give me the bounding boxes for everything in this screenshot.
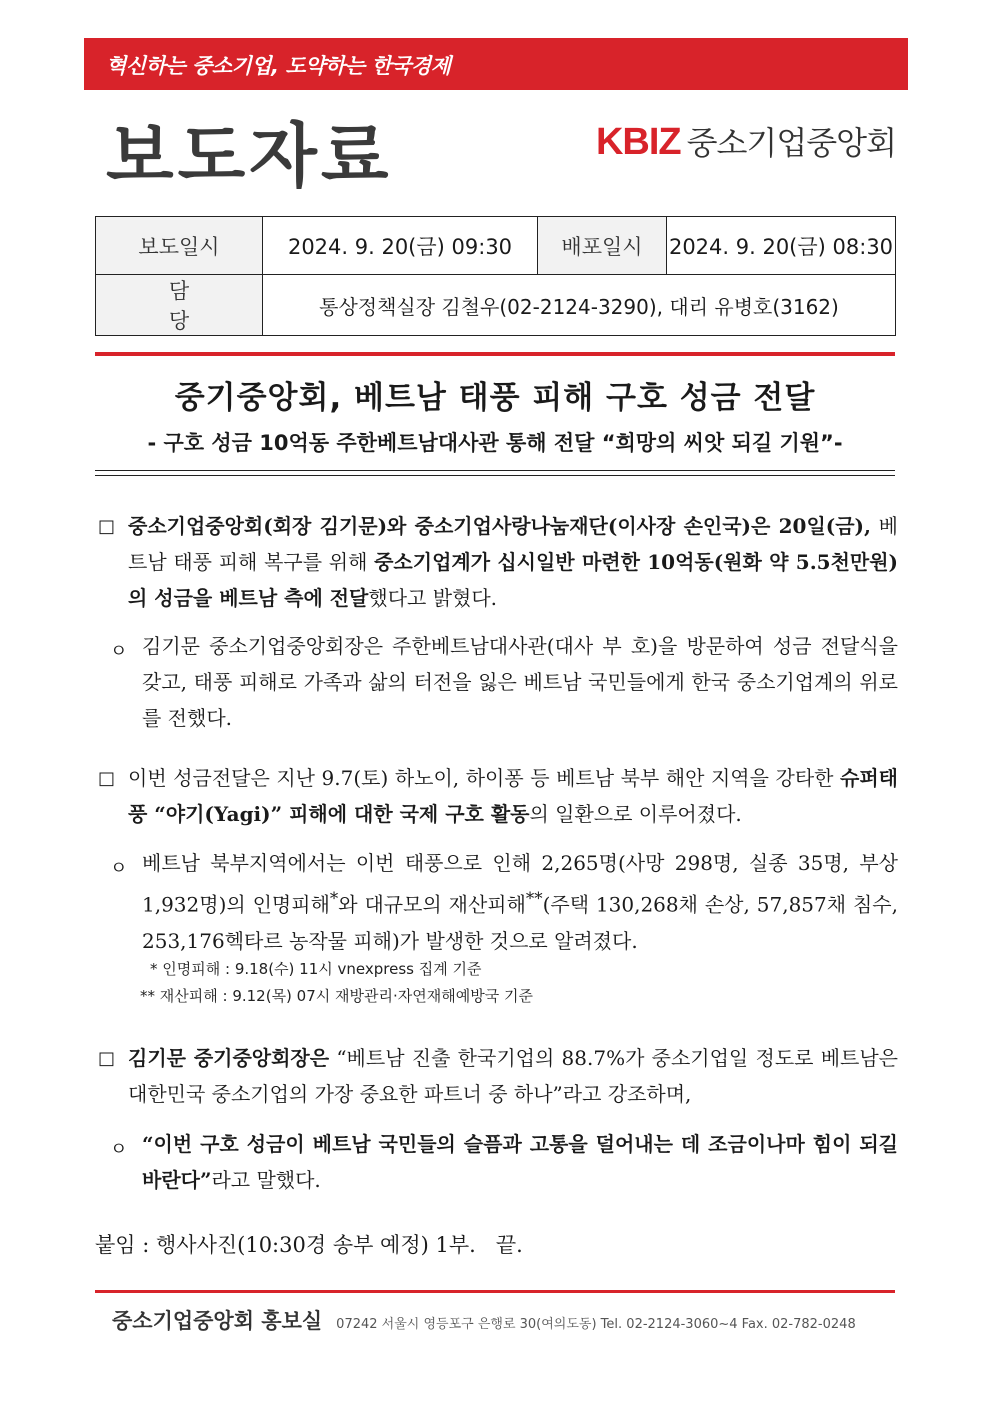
release-info-table (95, 216, 896, 336)
footer-org: 중소기업중앙회 홍보실 (112, 1309, 323, 1333)
footnote-mark-2: ** (525, 889, 543, 908)
contact-value: 통상정책실장 김철우(02-2124-3290), 대리 유병호(3162) (263, 275, 896, 336)
slogan-text: 혁신하는 중소기업, 도약하는 한국경제 (106, 54, 451, 78)
subheadline: - 구호 성금 10억동 주한베트남대사관 통해 전달 “희망의 씨앗 되길 기원”- (147, 431, 843, 455)
p3-lead: 이번 성금전달은 지난 9.7(토) 하노이, 하이퐁 등 베트남 북부 해안 지역을 강타한 (128, 766, 841, 790)
p4-b: 와 대규모의 재산피해 (338, 892, 526, 917)
p3-tail: 의 일환으로 이루어졌다. (529, 802, 742, 826)
logo-text: 중소기업중앙회 (686, 124, 896, 162)
press-release-title: 보도자료 (106, 115, 393, 197)
p6-tail: 라고 말했다. (211, 1168, 321, 1192)
circle-bullet: ㅇ (110, 858, 128, 879)
p4-c: (주택 130,268채 손상, 57,857채 침수, 253,176헥타르 농작물 피해)가 발생한 것으로 알려졌다. (142, 892, 898, 953)
header-divider (95, 352, 895, 356)
paragraph-4 (142, 845, 898, 959)
p5-bold: 김기문 중기중앙회장은 (128, 1046, 330, 1070)
footnote-mark-1: * (329, 889, 339, 908)
footnote-1: * 인명피해 : 9.18(수) 11시 vnexpress 집계 기준 (150, 960, 482, 978)
release-date-value: 2024. 9. 20(금) 09:30 (263, 217, 538, 275)
contact-label: 담당 (96, 275, 263, 336)
p4-a: 베트남 북부지역에서는 이번 태풍으로 인해 2,265명(사망 298명, 실종 35명, 부상 1,932명)의 인명피해 (142, 851, 898, 917)
paragraph-6 (142, 1126, 898, 1198)
p5-tail: “베트남 진출 한국기업의 88.7%가 중소기업일 정도로 베트남은 대한민국 중소기업의 가장 중요한 파트너 중 하나”라고 강조하며, (128, 1046, 899, 1106)
square-bullet: □ (98, 516, 116, 537)
kbiz-logo (596, 118, 896, 164)
circle-bullet: ㅇ (110, 641, 128, 662)
paragraph-2: 김기문 중소기업중앙회장은 주한베트남대사관(대사 부 호)을 방문하여 성금 전달식을 갖고, 태풍 피해로 가족과 삶의 터전을 잃은 베트남 국민들에게 한국 중소기업계의 위로를 전했다. (142, 634, 898, 730)
footer-address: 07242 서울시 영등포구 은행로 30(여의도동) Tel. 02-2124-3060~4 Fax. 02-782-0248 (336, 1317, 856, 1332)
circle-bullet: ㅇ (110, 1139, 128, 1160)
release-date-label: 보도일시 (96, 217, 263, 275)
distribution-date-label: 배포일시 (538, 217, 667, 275)
attachment-note: 붙임 : 행사사진(10:30경 송부 예정) 1부. 끝. (95, 1233, 523, 1257)
p1-bold: 중소기업계가 십시일반 마련한 10억동(원화 약 5.5천만원)의 성금을 베트남 측에 전달 (128, 550, 898, 610)
headline-divider (95, 470, 895, 476)
p3-bold: 슈퍼태풍 “야기(Yagi)” 피해에 대한 국제 구호 활동 (128, 766, 898, 826)
footer (112, 1305, 856, 1335)
p1-tail: 했다고 밝혔다. (368, 586, 498, 610)
p1-lead: 중소기업중앙회(회장 김기문)와 중소기업사랑나눔재단(이사장 손인국)은 20일(금), (128, 514, 871, 538)
logo-mark: KBIZ (595, 121, 681, 163)
table-row (96, 217, 896, 275)
square-bullet: □ (98, 1048, 116, 1069)
table-row (96, 275, 896, 336)
p1-mid: 베트남 태풍 피해 복구를 위해 (128, 514, 898, 574)
headline: 중기중앙회, 베트남 태풍 피해 구호 성금 전달 (174, 380, 816, 416)
slogan-banner (84, 38, 908, 90)
paragraph-1 (128, 508, 898, 616)
p6-bold: “이번 구호 성금이 베트남 국민들의 슬픔과 고통을 덜어내는 데 조금이나마 힘이 되길 바란다” (142, 1132, 898, 1192)
distribution-date-value: 2024. 9. 20(금) 08:30 (667, 217, 896, 275)
square-bullet: □ (98, 768, 116, 789)
footnote-2: ** 재산피해 : 9.12(목) 07시 재방관리·자연재해예방국 기준 (140, 987, 533, 1005)
footer-divider (95, 1290, 895, 1293)
paragraph-5 (128, 1040, 898, 1112)
paragraph-3 (128, 760, 898, 832)
